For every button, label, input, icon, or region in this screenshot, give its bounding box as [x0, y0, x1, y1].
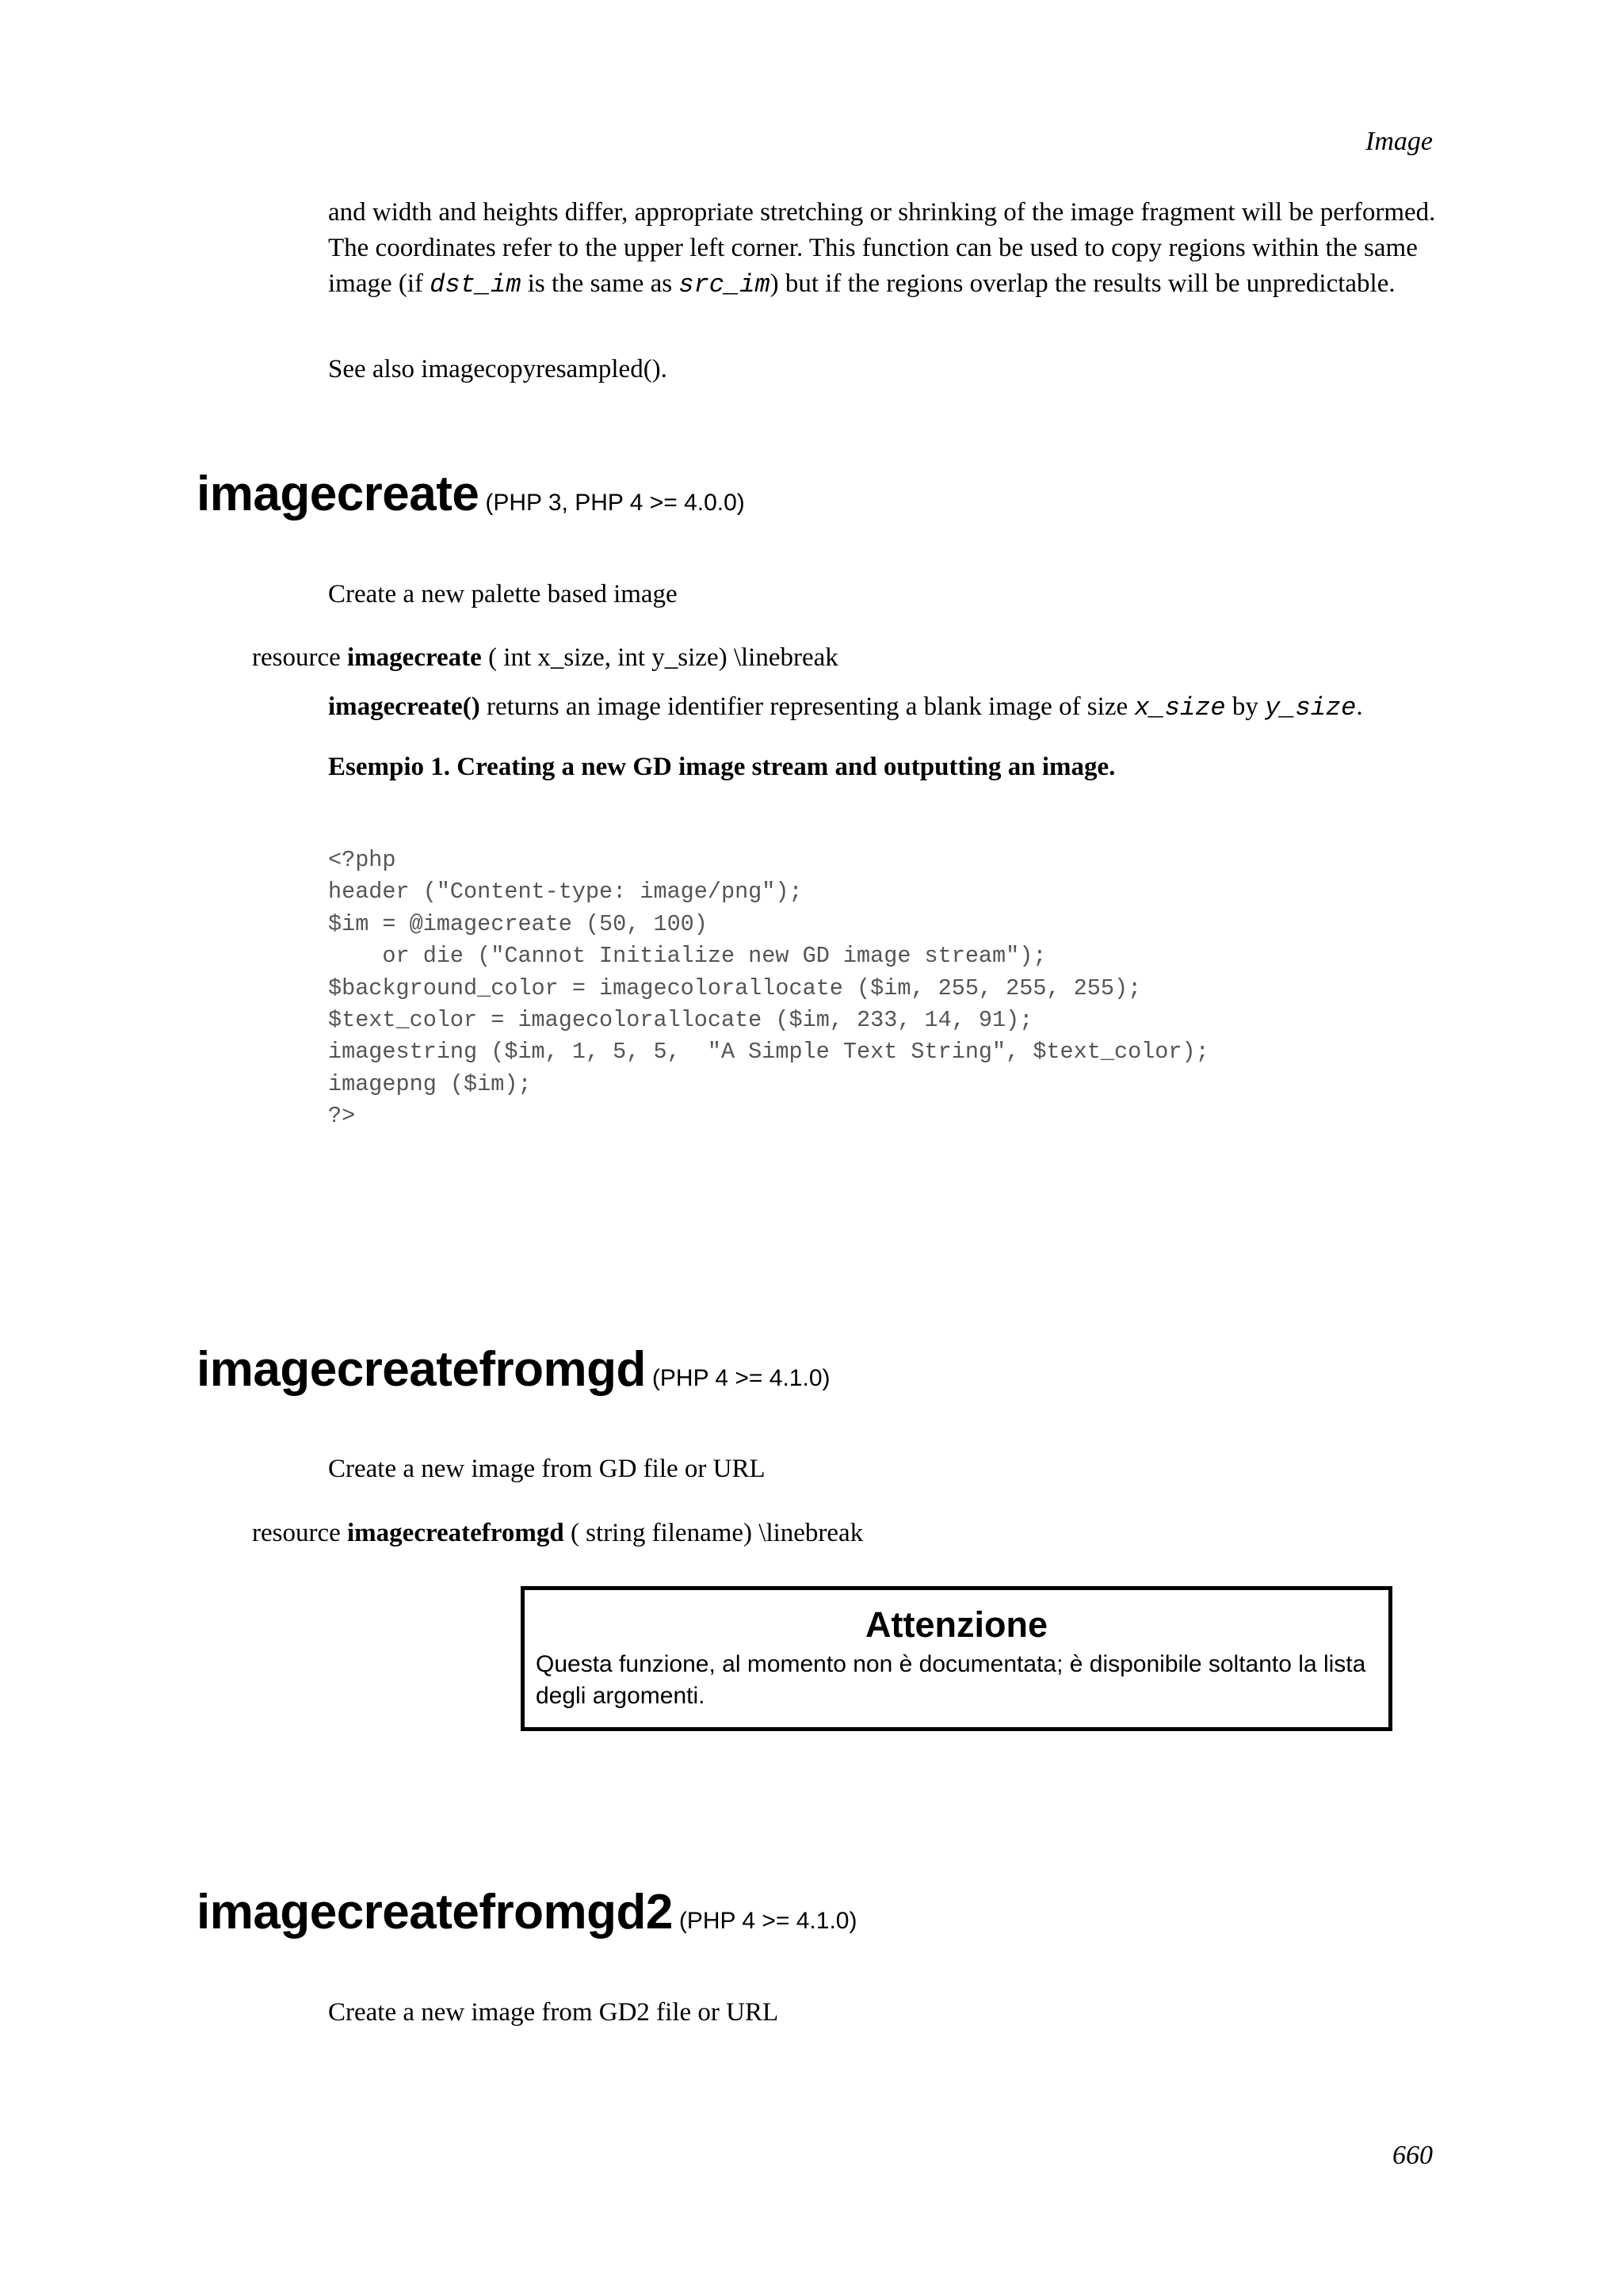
- running-header: Image: [1365, 127, 1433, 156]
- example-title: Esempio 1. Creating a new GD image stream and outputting an image.: [328, 753, 1116, 781]
- code-line: ?>: [328, 1103, 356, 1130]
- code-line: imagestring ($im, 1, 5, 5, "A Simple Text String", $text_color);: [328, 1039, 1209, 1066]
- signature-args: ( int x_size, int y_size) \linebreak: [488, 643, 838, 672]
- code-line: or die ("Cannot Initialize new GD image stream");: [328, 943, 1047, 970]
- warning-title: Attenzione: [865, 1604, 1048, 1645]
- signature-name: imagecreate: [347, 643, 482, 672]
- description-by: by: [1225, 692, 1266, 721]
- code-line: $im = @imagecreate (50, 100): [328, 910, 708, 937]
- intro-text-3: ) but if the regions overlap the results will be unpredictable.: [769, 269, 1396, 298]
- description-function: imagecreate(): [328, 692, 480, 721]
- code-example: [328, 845, 1209, 1133]
- intro-text-1: and width and heights differ, appropriate stretching or shrinking of the image fragment will be performed. The coordinates refer to the upper left corner. This function can be used to copy regions within the same image (if: [328, 198, 1436, 298]
- warning-box: [521, 1586, 1392, 1731]
- heading-imagecreate: [197, 466, 745, 522]
- function-name: imagecreate: [197, 467, 479, 521]
- return-type: resource: [252, 1519, 341, 1547]
- description-end: .: [1356, 692, 1363, 721]
- warning-text: Questa funzione, al momento non è documentata; è disponibile soltanto la lista degli argomenti.: [536, 1651, 1366, 1709]
- code-line: imagepng ($im);: [328, 1070, 532, 1097]
- purpose-imagecreatefromgd: Create a new image from GD file or URL: [328, 1455, 766, 1483]
- heading-imagecreatefromgd: [197, 1341, 831, 1398]
- page-number: 660: [1392, 2141, 1433, 2170]
- code-line: header ("Content-type: image/png");: [328, 879, 803, 906]
- purpose-imagecreatefromgd2: Create a new image from GD2 file or URL: [328, 1998, 779, 2027]
- code-line: $background_color = imagecolorallocate ($im, 255, 255, 255);: [328, 974, 1142, 1001]
- signature-name: imagecreatefromgd: [347, 1519, 564, 1547]
- purpose-imagecreate: Create a new palette based image: [328, 580, 678, 608]
- heading-imagecreatefromgd2: [197, 1884, 857, 1940]
- intro-paragraph: [328, 195, 1438, 303]
- description-text: returns an image identifier representing a blank image of size: [479, 692, 1135, 721]
- param-x-size: x_size: [1134, 693, 1226, 723]
- return-type: resource: [252, 643, 341, 672]
- version-info: (PHP 4 >= 4.1.0): [651, 1365, 831, 1391]
- synopsis-imagecreate: [252, 640, 838, 676]
- param-src-im: src_im: [678, 270, 770, 299]
- intro-text-2: is the same as: [521, 269, 679, 298]
- function-name: imagecreatefromgd2: [197, 1885, 673, 1939]
- code-line: $text_color = imagecolorallocate ($im, 233, 14, 91);: [328, 1007, 1033, 1034]
- function-name: imagecreatefromgd: [197, 1342, 646, 1397]
- param-y-size: y_size: [1265, 693, 1357, 723]
- synopsis-imagecreatefromgd: [252, 1516, 863, 1551]
- signature-args: ( string filename) \linebreak: [570, 1519, 864, 1547]
- version-info: (PHP 4 >= 4.1.0): [678, 1908, 857, 1934]
- version-info: (PHP 3, PHP 4 >= 4.0.0): [485, 490, 745, 516]
- param-dst-im: dst_im: [430, 270, 521, 299]
- code-line: <?php: [328, 847, 396, 873]
- see-also: See also imagecopyresampled().: [328, 355, 667, 383]
- description-imagecreate: [328, 689, 1438, 726]
